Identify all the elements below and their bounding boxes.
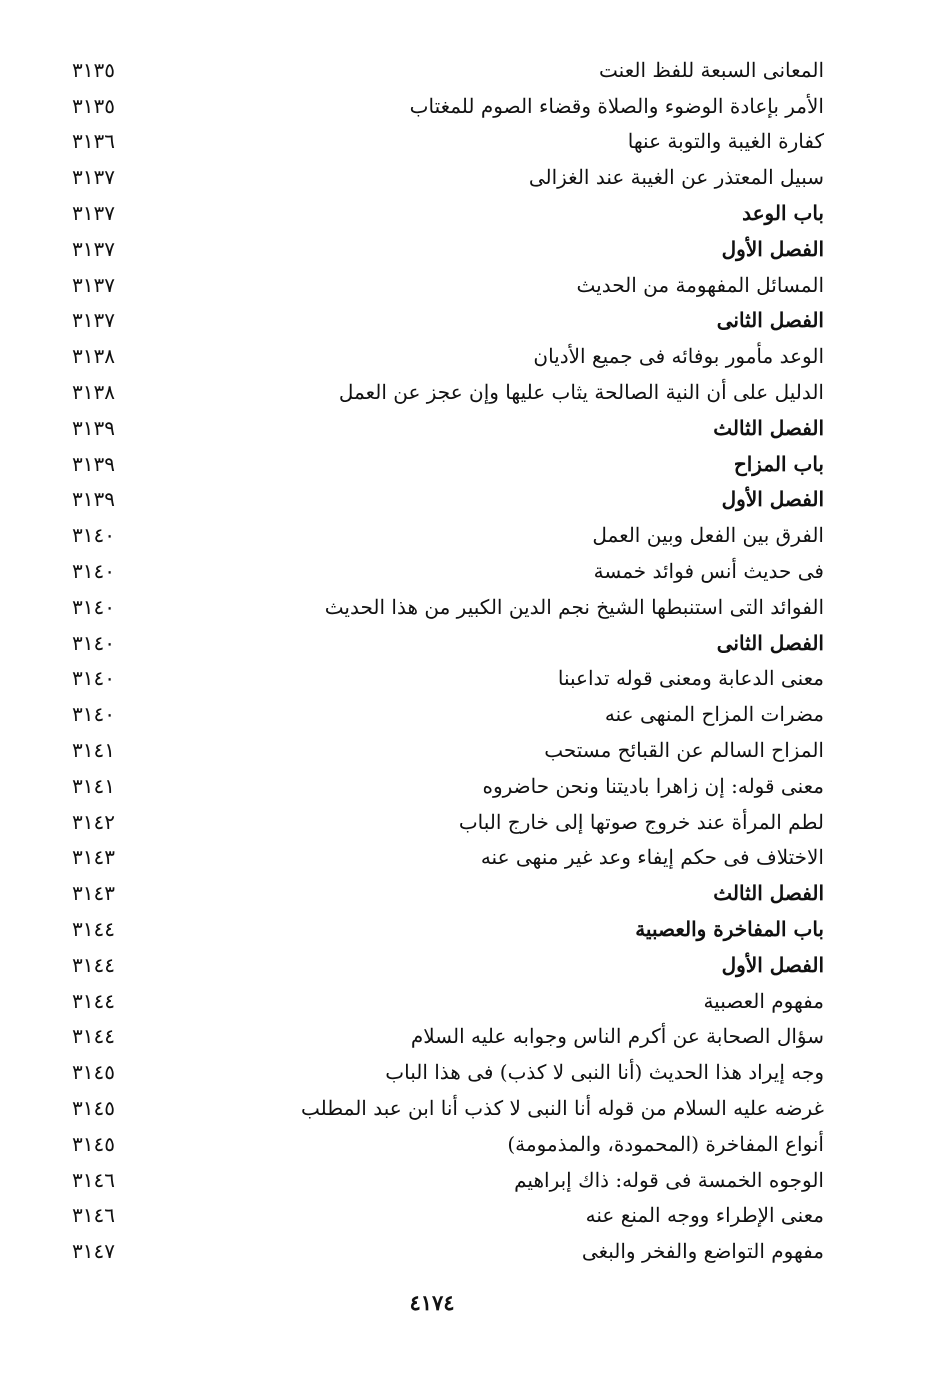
toc-entry [60, 1198, 824, 1234]
toc-entry-page-number: ٣١٤٦ [72, 1167, 115, 1192]
toc-entry [60, 625, 824, 661]
toc-entry [60, 768, 824, 804]
toc-entry [60, 303, 824, 339]
toc-entry [60, 804, 824, 840]
toc-entry [60, 88, 824, 124]
toc-section-heading: الفصل الأول [721, 236, 824, 261]
toc-entry-page-number: ٣١٤٥ [72, 1096, 115, 1120]
toc-entry-title: الفرق بين الفعل وبين العمل [592, 523, 824, 548]
toc-entry [60, 124, 824, 160]
toc-entry [60, 1019, 824, 1055]
toc-entry-title: معنى الدعابة ومعنى قوله تداعبنا [557, 666, 824, 691]
toc-entry-title: الاختلاف فى حكم إيفاء وعد غير منهى عنه [480, 845, 824, 870]
toc-entry-title: الوجوه الخمسة فى قوله: ذاك إبراهيم [514, 1167, 824, 1192]
toc-entry-page-number: ٣١٤٠ [72, 666, 115, 691]
toc-section-heading: باب المفاخرة والعصبية [635, 917, 824, 942]
toc-entry-title: لطم المرأة عند خروج صوتها إلى خارج الباب [458, 809, 824, 834]
toc-section-heading: الفصل الثانى [716, 308, 824, 333]
toc-entry [60, 661, 824, 697]
toc-entry-page-number: ٣١٤٤ [72, 917, 115, 942]
toc-section-heading: الفصل الأول [721, 487, 824, 512]
toc-entry [60, 589, 824, 625]
toc-entry-title: فى حديث أنس فوائد خمسة [593, 559, 824, 584]
toc-entry-title: غرضه عليه السلام من قوله أنا النبى لا كذب أنا ابن عبد المطلب [300, 1096, 824, 1120]
toc-entry-page-number: ٣١٣٩ [72, 451, 115, 476]
toc-entry-page-number: ٣١٣٥ [72, 57, 115, 82]
toc-entry-page-number: ٣١٤١ [72, 773, 115, 798]
toc-entry [60, 1126, 824, 1162]
toc-section-heading: الفصل الثالث [713, 881, 824, 906]
toc-entry [60, 840, 824, 876]
toc-entry-title: مضرات المزاح المنهى عنه [604, 702, 824, 727]
toc-entry-page-number: ٣١٤١ [72, 738, 115, 763]
toc-entry [60, 732, 824, 768]
toc-entry-page-number: ٣١٣٩ [72, 487, 115, 512]
toc-entry-page-number: ٣١٤٠ [72, 702, 115, 727]
toc-entry [60, 911, 824, 947]
toc-section-heading: الفصل الثانى [716, 630, 824, 655]
toc-entry-title: المسائل المفهومة من الحديث [576, 272, 824, 297]
toc-entry [60, 410, 824, 446]
toc-section-heading: الفصل الأول [721, 952, 824, 977]
toc-entry-page-number: ٣١٤٣ [72, 881, 115, 906]
toc-entry [60, 983, 824, 1019]
toc-entry-title: سؤال الصحابة عن أكرم الناس وجوابه عليه السلام [410, 1024, 824, 1049]
toc-entry-title: المزاح السالم عن القبائح مستحب [544, 738, 824, 763]
toc-entry [60, 231, 824, 267]
toc-section-heading: الفصل الثالث [713, 415, 824, 440]
toc-entry-title: معنى قوله: إن زاهرا باديتنا ونحن حاضروه [482, 773, 824, 798]
toc-entry [60, 875, 824, 911]
toc-entry-page-number: ٣١٣٧ [72, 308, 115, 333]
toc-entry-page-number: ٣١٤٤ [72, 988, 115, 1013]
toc-entry [60, 1233, 824, 1269]
toc-entry-page-number: ٣١٣٩ [72, 415, 115, 440]
toc-entry [60, 267, 824, 303]
toc-entry [60, 696, 824, 732]
toc-entry [60, 1162, 824, 1198]
toc-entry-page-number: ٣١٤٧ [72, 1239, 115, 1264]
toc-entry-title: الوعد مأمور بوفائه فى جميع الأديان [533, 344, 824, 369]
page-number: ٤١٧٤ [409, 1290, 455, 1315]
toc-entry-page-number: ٣١٣٦ [72, 129, 115, 154]
toc-entry [60, 446, 824, 482]
toc-entry-title: سبيل المعتذر عن الغيبة عند الغزالى [528, 165, 824, 190]
toc-entry [60, 517, 824, 553]
toc-entry [60, 947, 824, 983]
toc-entry-page-number: ٣١٣٥ [72, 93, 115, 118]
toc-entry-page-number: ٣١٤٤ [72, 1024, 115, 1049]
toc-entry-title: وجه إيراد هذا الحديث (أنا النبى لا كذب) فى هذا الباب [385, 1060, 824, 1085]
toc-entry-title: معنى الإطراء ووجه المنع عنه [585, 1203, 824, 1228]
toc-entry-page-number: ٣١٣٧ [72, 272, 115, 297]
toc-entry-page-number: ٣١٣٨ [72, 380, 115, 405]
toc-entry-page-number: ٣١٣٨ [72, 344, 115, 369]
toc-entry-title: أنواع المفاخرة (المحمودة، والمذمومة) [507, 1131, 824, 1156]
toc-entry-title: الدليل على أن النية الصالحة يثاب عليها وإن عجز عن العمل [338, 380, 824, 405]
toc-entry [60, 374, 824, 410]
toc-entry-page-number: ٣١٤٠ [72, 630, 115, 655]
toc-entry [60, 159, 824, 195]
toc-entry-page-number: ٣١٤٠ [72, 523, 115, 548]
toc-entry-page-number: ٣١٤٠ [72, 559, 115, 584]
toc-entry [60, 553, 824, 589]
toc-entry-title: المعانى السبعة للفظ العنت [599, 57, 824, 82]
toc-entry-title: مفهوم العصبية [703, 988, 824, 1013]
toc-entry [60, 195, 824, 231]
toc-entry-title: الأمر بإعادة الوضوء والصلاة وقضاء الصوم للمغتاب [409, 93, 824, 118]
toc-section-heading: باب الوعد [742, 201, 824, 226]
toc-entry [60, 1090, 824, 1126]
table-of-contents [60, 52, 824, 1269]
toc-entry-page-number: ٣١٣٧ [72, 236, 115, 261]
toc-entry-page-number: ٣١٤٦ [72, 1203, 115, 1228]
toc-entry-page-number: ٣١٤٤ [72, 952, 115, 977]
toc-entry-title: الفوائد التى استنبطها الشيخ نجم الدين الكبير من هذا الحديث [324, 594, 824, 619]
toc-entry-page-number: ٣١٤٢ [72, 809, 115, 834]
toc-entry-title: مفهوم التواضع والفخر والبغى [581, 1239, 824, 1264]
toc-entry [60, 338, 824, 374]
toc-entry [60, 52, 824, 88]
toc-entry-title: كفارة الغيبة والتوبة عنها [627, 129, 824, 154]
toc-entry [60, 482, 824, 518]
toc-entry-page-number: ٣١٤٥ [72, 1131, 115, 1156]
toc-entry-page-number: ٣١٤٣ [72, 845, 115, 870]
toc-entry [60, 1054, 824, 1090]
toc-entry-page-number: ٣١٤٠ [72, 594, 115, 619]
toc-entry-page-number: ٣١٣٧ [72, 165, 115, 190]
toc-section-heading: باب المزاح [733, 451, 824, 476]
toc-entry-page-number: ٣١٤٥ [72, 1060, 115, 1085]
toc-entry-page-number: ٣١٣٧ [72, 201, 115, 226]
